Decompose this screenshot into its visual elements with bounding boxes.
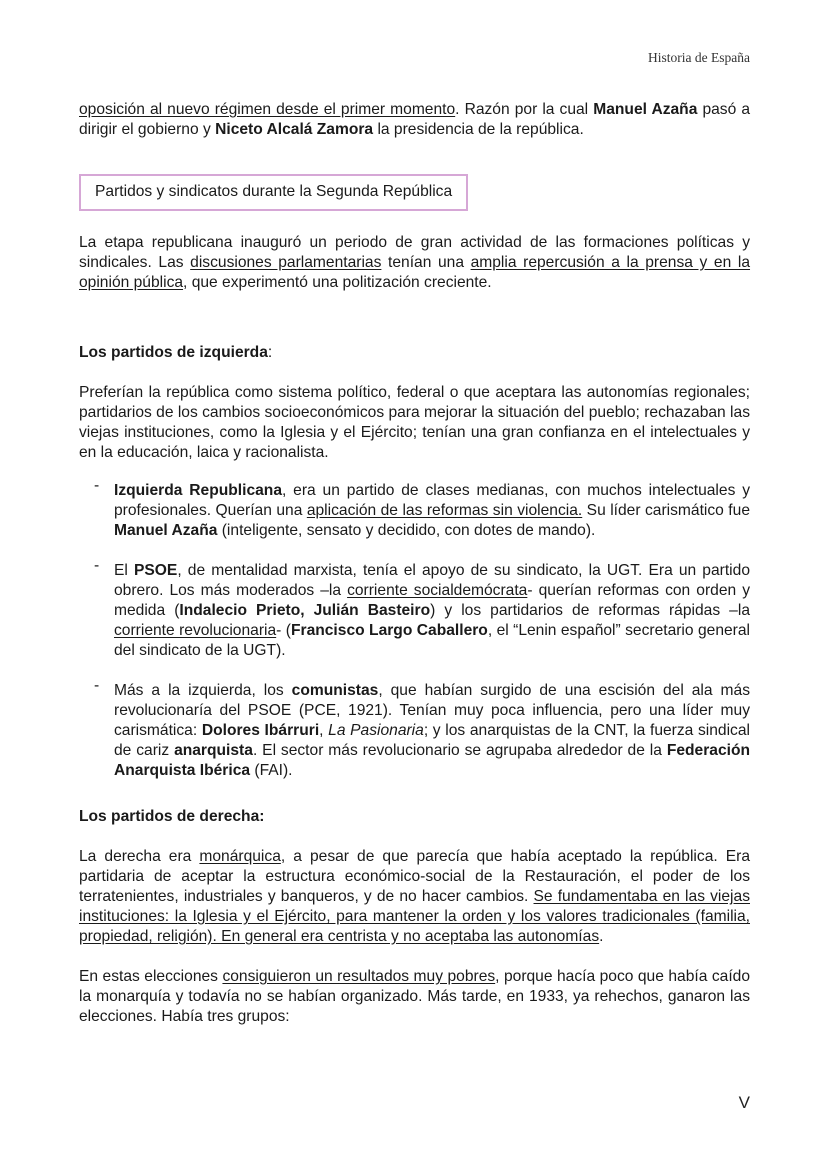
pce-anarquista: anarquista xyxy=(174,742,253,759)
right2-text: , porque hacía poco que había caído la monarquía y todavía no se habían organizado. Más tarde, en 1933, ya rehechos, ganaron las elecciones. Había tres grupos: xyxy=(79,968,751,1025)
ir-text: (inteligente, sensato y decidido, con dotes de mando). xyxy=(217,522,596,539)
ir-text: Su líder carismático fue xyxy=(582,502,750,519)
intro-paragraph xyxy=(79,100,750,140)
psoe-name: PSOE xyxy=(133,562,178,579)
p1-text: La etapa republicana inauguró un periodo de gran actividad de las formaciones políticas y sindicales. Las xyxy=(79,234,750,271)
psoe-caballero: Francisco Largo Caballero xyxy=(290,622,488,639)
left-parties-list xyxy=(79,477,751,781)
ir-underline: aplicación de las reformas sin violencia. xyxy=(306,502,583,519)
right-text: La derecha era xyxy=(79,848,200,865)
list-item-text xyxy=(114,561,750,661)
left-parties-heading xyxy=(79,343,750,363)
pce-text: ; y los anarquistas de la CNT, la fuerza sindical de cariz xyxy=(114,722,750,759)
ir-leader: Manuel Azaña xyxy=(114,522,218,539)
dash-bullet: - xyxy=(94,477,100,494)
psoe-underline: corriente socialdemócrata xyxy=(347,582,528,599)
pce-ibarruri: Dolores Ibárruri xyxy=(201,722,320,739)
parties-intro-paragraph xyxy=(79,233,750,293)
section-box-wrapper xyxy=(79,174,750,211)
page-content xyxy=(79,100,750,1027)
list-item-comunistas xyxy=(94,677,751,781)
right-parties-paragraph-2 xyxy=(79,967,750,1027)
p1-underline: discusiones parlamentarias xyxy=(190,254,382,271)
right2-text: En estas elecciones xyxy=(79,968,223,985)
intro-underline: oposición al nuevo régimen desde el primer momento xyxy=(79,101,456,118)
psoe-text: , el “Lenin español” secretario general del sindicato de la UGT). xyxy=(114,622,750,659)
pce-pasionaria: La Pasionaria xyxy=(328,722,424,739)
intro-text: pasó a dirigir el gobierno y xyxy=(79,101,751,138)
p1-text: , que experimentó una politización creciente. xyxy=(183,274,492,291)
list-item-psoe xyxy=(94,557,751,661)
right-parties-heading: Los partidos de derecha: xyxy=(79,808,265,825)
pce-text: (FAI). xyxy=(250,762,293,779)
psoe-text: ) y los partidarios de reformas rápidas –la xyxy=(430,602,750,619)
right-parties-paragraph-1 xyxy=(79,847,750,947)
running-header: Historia de España xyxy=(648,50,750,65)
pce-fai: Federación Anarquista Ibérica xyxy=(114,742,751,779)
dash-bullet: - xyxy=(94,557,100,574)
intro-text: . Razón por la cual xyxy=(455,101,594,118)
list-item-text xyxy=(114,681,750,781)
right-underline: Se fundamentaba en las viejas instituciones: la Iglesia y el Ejército, para mantener la orden y los valores tradicionales (familia, propiedad, religión). En general era centrista y no aceptaba las autonomías xyxy=(79,888,750,945)
intro-azana: Manuel Azaña xyxy=(593,101,698,118)
pce-text: , xyxy=(319,722,329,739)
psoe-text: , de mentalidad marxista, tenía el apoyo de su sindicato, la UGT. Era un partido obrero. Los más moderados –la xyxy=(114,562,750,599)
left-heading-text: Los partidos de izquierda xyxy=(79,344,268,361)
right-text: . xyxy=(599,928,604,945)
list-item-text xyxy=(114,481,750,541)
right-text: , a pesar de que parecía que había aceptado la república. Era partidaria de aceptar la estructura económico-social de la Restauración, el poder de los terratenientes, industriales y banqueros, y de no hacer cambios. xyxy=(79,848,751,905)
psoe-text: - querían reformas con orden y medida ( xyxy=(114,582,751,619)
left-parties-paragraph: Preferían la república como sistema político, federal o que aceptara las autonomías regionales; partidarios de los cambios socioeconómicos para mejorar la situación del pueblo; rechazaban las viejas instituciones, como la Iglesia y el Ejército; tenían una gran confianza en el intelectuales y en la educación, laica y racionalista. xyxy=(79,384,750,461)
right-underline: monárquica xyxy=(199,848,281,865)
p1-underline: amplia repercusión a la prensa y en la opinión pública xyxy=(79,254,751,291)
left-heading-colon: : xyxy=(267,344,273,361)
pce-text: , que habían surgido de una escisión del ala más revolucionaría del PSOE (PCE, 1921). Tenían muy poca influencia, pero una líder muy carismática: xyxy=(114,682,750,739)
pce-text: . El sector más revolucionario se agrupaba alrededor de la xyxy=(252,742,667,759)
page-number: V xyxy=(738,1093,750,1112)
intro-zamora: Niceto Alcalá Zamora xyxy=(215,121,374,138)
pce-comunistas: comunistas xyxy=(291,682,379,699)
psoe-text: - ( xyxy=(276,622,291,639)
ir-text: , era un partido de clases medianas, con muchos intelectuales y profesionales. Querían una xyxy=(114,482,750,519)
right2-underline: consiguieron un resultados muy pobres xyxy=(222,968,496,985)
ir-name: Izquierda Republicana xyxy=(114,482,283,499)
psoe-underline: corriente revolucionaria xyxy=(114,622,277,639)
dash-bullet: - xyxy=(94,677,100,694)
section-title-box: Partidos y sindicatos durante la Segunda República xyxy=(79,174,468,211)
psoe-text: El xyxy=(114,562,134,579)
list-item-izquierda-republicana xyxy=(94,477,750,541)
psoe-moderates: Indalecio Prieto, Julián Basteiro xyxy=(179,602,431,619)
pce-text: Más a la izquierda, los xyxy=(114,682,292,699)
p1-text: tenían una xyxy=(381,254,471,271)
intro-text: la presidencia de la república. xyxy=(373,121,584,138)
